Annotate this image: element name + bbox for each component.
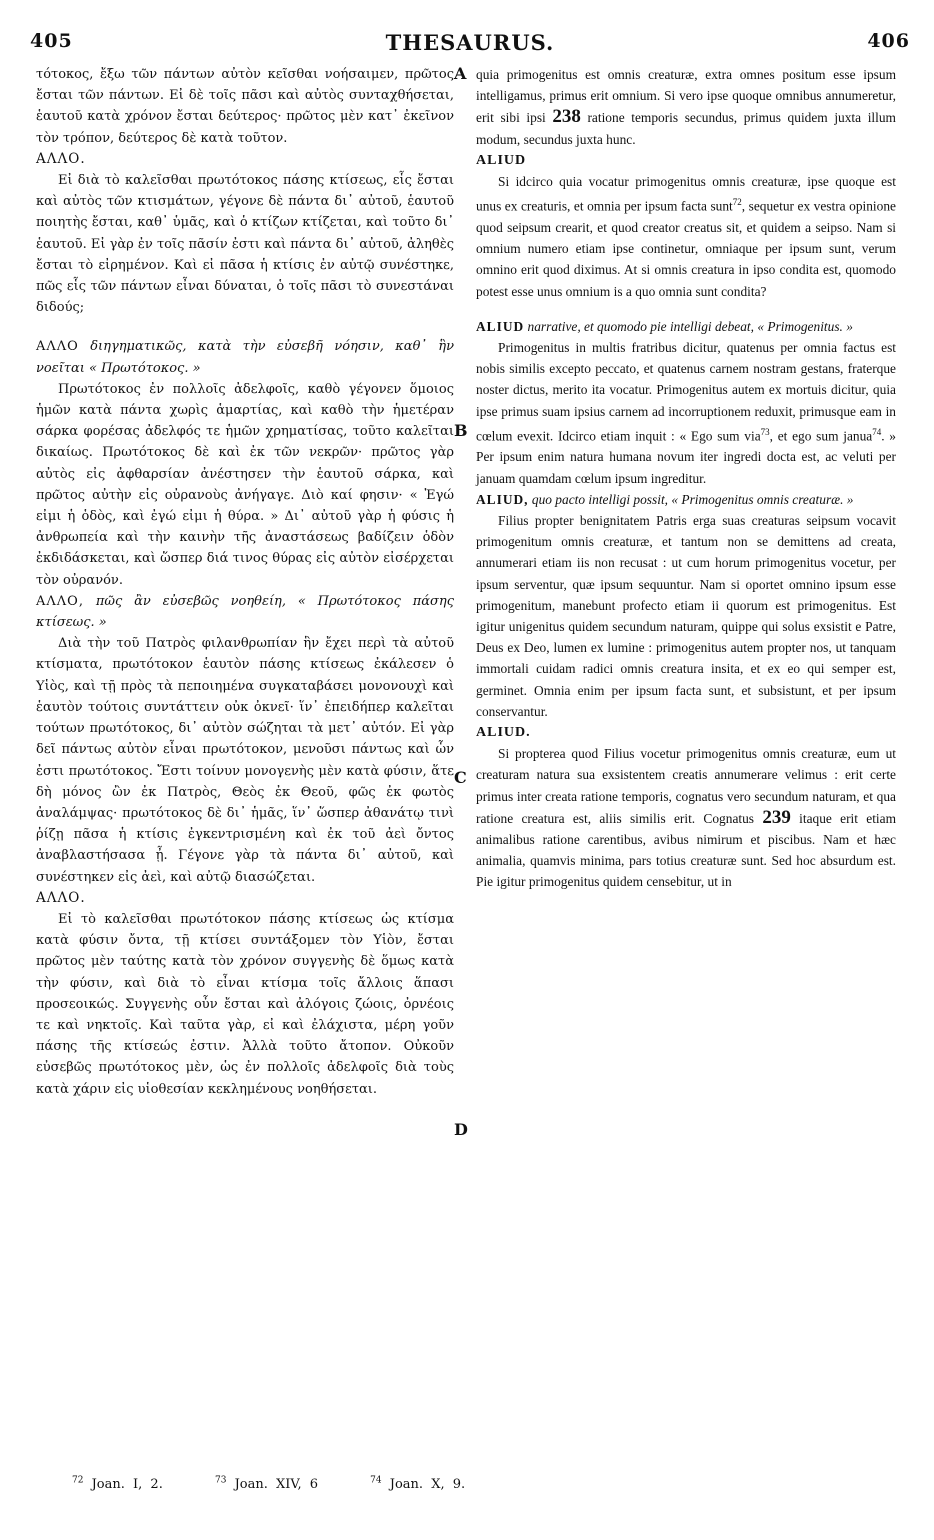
footnote-ref-72: 72 xyxy=(732,197,742,208)
latin-heading-2-rest: narrative, et quomodo pie intelligi debeat, « Primogenitus. » xyxy=(527,318,853,334)
latin-heading-3-rest: quo pacto intelligi possit, « Primogenitus omnis creaturæ. » xyxy=(531,491,854,507)
latin-heading-3-lead: ALIUD, xyxy=(476,491,529,507)
running-title: THESAURUS. xyxy=(385,30,555,55)
latin-paragraph-3-text-b: , et ego sum janua xyxy=(769,428,873,444)
latin-heading-2 xyxy=(476,316,896,337)
page-number-left: 405 xyxy=(30,30,73,52)
footnote-73-ref: Joan. XIV, 6 xyxy=(234,1477,319,1493)
greek-heading-1: ΑΛΛΟ. xyxy=(36,150,86,167)
footnotes xyxy=(72,1476,509,1492)
latin-paragraph-3-text-a: Primogenitus in multis fratribus dicitur, quatenus per omnia factus est nobis similis excepto peccato, et quatenus carnem nostram gestans, fraterque noster dictus, merito ita vocatur. Primogenitus autem ex mortuis dicitur, quia ipse primus suam ipsius carnem ad incorruptionem reduxit, primusque eam in cœlum evexit. Idcirco etiam inquit : « Ego sum via xyxy=(476,339,896,444)
latin-heading-2-lead: ALIUD xyxy=(476,318,525,334)
greek-heading-2-lead: ΑΛΛΟ xyxy=(36,339,79,355)
latin-paragraph-1 xyxy=(476,64,896,150)
greek-paragraph-5: Εἰ τὸ καλεῖσθαι πρωτότοκον πάσης κτίσεως ὡς κτίσμα κατὰ φύσιν ὄντα, τῇ κτίσει συντάξομεν τὸν Υἱὸν, ἔσται πρῶτος μὲν ταύτης κατὰ τὸν χρόνον συγγενὴς δὲ ὅμως κατὰ τὴν φύσιν, καὶ διὰ τὸ εἶναι κτίσμα τοῖς ἄλλοις ἅπασι προσεοικώς. Συγγενὴς οὖν ἔσται καὶ ἀλόγοις ζώοις, ὀρνέοις τε καὶ νηκτοῖς. Καὶ ταῦτα γὰρ, εἰ καὶ ἐλάχιστα, μέρη γοῦν πάσης τῆς κτίσεώς ἐστιν. Ἀλλὰ τοῦτο ἄτοπον. Οὐκοῦν εὐσεβῶς πρωτότοκος μὲν, ὡς ἐν πολλοῖς ἀδελφοῖς διὰ τοὺς κατὰ χάριν εἰς υἱοθεσίαν κεκλημένους νοηθήσεται. xyxy=(36,911,454,1097)
margin-marker-c: C xyxy=(454,768,467,787)
greek-paragraph-1: τότοκος, ἔξω τῶν πάντων αὐτὸν κεῖσθαι νοήσαιμεν, πρῶτος ἔσται τῶν πάντων. Εἰ δὲ τοῖς πᾶσι καὶ αὐτὸς συνταχθήσεται, ἑαυτοῦ κατὰ χρόνον ἔσται δεύτερος· πρῶτος μὲν κατ᾽ ἐκεῖνον τὸν τρόπον, δεύτερος δὲ κατὰ τοῦτον. xyxy=(36,67,454,146)
footnote-72-number: 72 xyxy=(72,1476,84,1486)
greek-paragraph-3: Πρωτότοκος ἐν πολλοῖς ἀδελφοῖς, καθὸ γέγονεν ὅμοιος ἡμῶν κατὰ πάντα χωρὶς ἁμαρτίας, καὶ καθὸ τὴν ἡμετέραν σάρκα φορέσας ἀδελφός τε ἡμῶν χρηματίσας, τοῦτο καλεῖται δικαίως. Πρωτότοκος δὲ καὶ ἐκ τῶν νεκρῶν· πρῶτος γὰρ αὐτὸς εἰς ἀφθαρσίαν ἀνέστησεν τὴν ἑαυτοῦ σάρκα, καὶ πρῶτος αὐτὴν εἰς οὐρανοὺς ἀνήγαγε. Διὸ καί φησιν· « Ἐγώ εἰμι ἡ ὁδὸς, καὶ ἐγώ εἰμι ἡ θύρα. » Δι᾽ αὐτοῦ γὰρ ἡ φύσις ἡ ἀνθρωπεία καὶ τὴν καινὴν τῆς ἀναστάσεως βαδίζειν ὁδὸν ἐκδιδάσκεται, καὶ ὥσπερ διά τινος θύρας εἰς αὐτὸν εἰσέρχεται τὸν οὐρανόν. xyxy=(36,381,454,588)
footnote-74 xyxy=(370,1477,487,1492)
greek-heading-3-lead: ΑΛΛΟ, xyxy=(36,593,84,609)
greek-paragraph-2: Εἰ διὰ τὸ καλεῖσθαι πρωτότοκος πάσης κτίσεως, εἷς ἔσται καὶ αὐτὸς τῶν κτισμάτων, γέγονε δὲ πάντα δι᾽ αὐτοῦ, ἑαυτοῦ ποιητὴς ἔσται, καθ᾽ ὑμᾶς, καὶ ὁ κτίζων κτίζεται, καὶ τοῦτο δι᾽ ἑαυτοῦ. Εἰ γὰρ ἐν τοῖς πᾶσίν ἐστι καὶ πάντα δι᾽ αὐτοῦ, ἀληθὲς ἔσται τὸ εἰρημένον. Καὶ εἰ πᾶσα ἡ κτίσις ἐν αὐτῷ συνέστηκε, πῶς εἷς τῶν πάντων εἶναι δύναται, ὁ τοῖς πᾶσι τὸ συνεστάναι διδούς; xyxy=(36,173,454,316)
footnote-73-number: 73 xyxy=(214,1476,227,1486)
latin-paragraph-2 xyxy=(476,171,896,302)
footnote-72 xyxy=(72,1477,185,1492)
latin-heading-1: ALIUD xyxy=(476,152,527,168)
latin-paragraph-3-text-c: . » Per ipsum enim natura humana novum iter ingredi docta est, ac veluti per januam quamdam cœlum ipsum ingreditur. xyxy=(476,428,897,486)
greek-heading-2-rest: διηγηματικῶς, κατὰ τὴν εὐσεβῆ νόησιν, καθ᾽ ἣν νοεῖται « Πρωτότοκος. » xyxy=(36,339,454,376)
latin-paragraph-2-text-a: Si idcirco quia vocatur primogenitus omnis creaturæ, ipse quoque est unus ex creaturis, et omnia per ipsum facta sunt xyxy=(476,174,896,214)
latin-paragraph-3 xyxy=(476,337,896,489)
latin-paragraph-1-text-b: ratione temporis secundus, primus quidem juxta illum modum, secundus juxta hunc. xyxy=(476,110,896,147)
margin-marker-a: A xyxy=(454,64,467,83)
margin-marker-d: D xyxy=(454,1120,468,1139)
greek-heading-3-rest: πῶς ἂν εὐσεβῶς νοηθείη, « Πρωτότοκος πάσης κτίσεως. » xyxy=(36,593,454,631)
footnote-ref-73: 73 xyxy=(760,426,770,437)
latin-paragraph-4: Filius propter benignitatem Patris erga suas creaturas seipsum vocavit primogenitum omnis creaturæ, et tantum non se demittens ad creata, annumerari etiam iis non recusat : ut cum horum primogenitus vocetur, per ipsum serventur, quæ ipsum sequuntur. Nam si oportet omnino ipsum esse primogenitum, manebunt profecto etiam ii quorum est primogenitus. Est igitur unigenitus quidem secundum naturam, quippe qui solus exsistit e Patre, Deus ex Deo, lumen ex lumine : primogenitus autem propter nos, ut tanquam immortali cuidam radici omnis creatura insita, et ex eo qui semper est, germinet. Omnia enim per ipsum facta sunt, et subsistunt, et per ipsum conservantur. xyxy=(476,513,896,719)
latin-paragraph-2-text-b: , sequetur ex vestra opinione quod seipsum crearit, et quod creator creatus sit, et quidem a seipso. Nam si omnium numero etiam ipse continetur, omniaque per ipsum sunt, verum omnino erit quod diximus. At si omnis creatura in ipso condita est, quomodo potest esse unus omnium is a quo omnia sunt condita? xyxy=(476,198,896,299)
latin-column xyxy=(476,64,896,893)
footnote-72-ref: Joan. I, 2. xyxy=(91,1477,163,1493)
latin-paragraph-5-text-b: itaque erit etiam animalibus ratione carentibus, avibus nimirum et piscibus. Nam et hæc animalia, quamvis minima, pars totius creaturæ sunt. Sed hoc absurdum est. Pie igitur primogenitus quidem censebitur, ut in xyxy=(476,810,896,890)
column-number-238: 238 xyxy=(552,106,581,128)
footnote-ref-74: 74 xyxy=(872,426,882,437)
greek-heading-4: ΑΛΛΟ. xyxy=(36,889,86,906)
greek-heading-3 xyxy=(36,591,454,633)
footnote-73 xyxy=(215,1477,340,1492)
greek-paragraph-4: Διὰ τὴν τοῦ Πατρὸς φιλανθρωπίαν ἣν ἔχει περὶ τὰ αὐτοῦ κτίσματα, πρωτότοκον ἑαυτὸν πάσης κτίσεως ἐκάλεσεν ὁ Υἱὸς, καὶ τῇ πρὸς τὰ πεποιημένα συγκαταβάσει μονονουχὶ καὶ ἑαυτὸν τούτοις συντάττειν οὐκ ὀκνεῖ· ἵν᾽ ἐπειδήπερ καλεῖται τούτων πρωτότοκος, δι᾽ αὐτὸν σώζηται τὰ μετ᾽ αὐτόν. Εἰ γὰρ δεῖ πάντως αὐτὸν εἶναι πρωτότοκον, μενοῦσι πάντως καὶ ὧν ἐστι πρωτότοκος. Ἔστι τοίνυν μονογενὴς μὲν κατὰ φύσιν, ἅτε δὴ μόνος ὢν ἐκ Πατρὸς, Θεὸς ἐκ Θεοῦ, φῶς ἐκ φωτὸς ἀναλάμψας· πρωτότοκος δὲ δι᾽ ἡμᾶς, ἵν᾽ ὥσπερ ἀθανάτῳ τινὶ ῥίζῃ πᾶσα ἡ κτίσις ἐγκεντρισμένη καὶ ἐκ τοῦ ἀεὶ ὄντος ἀναβλαστήσασα ᾖ. Γέγονε γὰρ τὰ πάντα δι᾽ αὐτοῦ, καὶ συνέστηκεν εἰς ἀεὶ, καὶ αὐτῷ διασώζεται. xyxy=(36,636,454,885)
latin-paragraph-1-text-a: quia primogenitus est omnis creaturæ, extra omnes positum esse ipsum intelligamus, primus erit omnium. Si vero ipse quoque omnibus annumeretur, erit sibi ipsi xyxy=(476,67,896,126)
latin-paragraph-5 xyxy=(476,743,896,892)
footnote-74-number: 74 xyxy=(370,1476,382,1486)
latin-paragraph-5-text-a: Si propterea quod Filius vocetur primogenitus omnis creaturæ, eum ut creaturam natura sua exsistentem creatis annumerare velimus : erit certe primus inter creata ratione temporis, cognatus vero secundum naturam, et qua ratione creatura est, aliis similis erit. Cognatus xyxy=(476,746,896,826)
greek-column xyxy=(36,64,454,1100)
column-number-239: 239 xyxy=(762,806,791,828)
page-number-right: 406 xyxy=(867,30,910,52)
footnote-74-ref: Joan. X, 9. xyxy=(389,1477,466,1493)
greek-heading-2 xyxy=(36,336,454,378)
latin-heading-4: ALIUD. xyxy=(476,725,531,741)
margin-marker-b: B xyxy=(454,421,468,440)
running-header xyxy=(30,30,910,58)
latin-heading-3 xyxy=(476,489,896,510)
